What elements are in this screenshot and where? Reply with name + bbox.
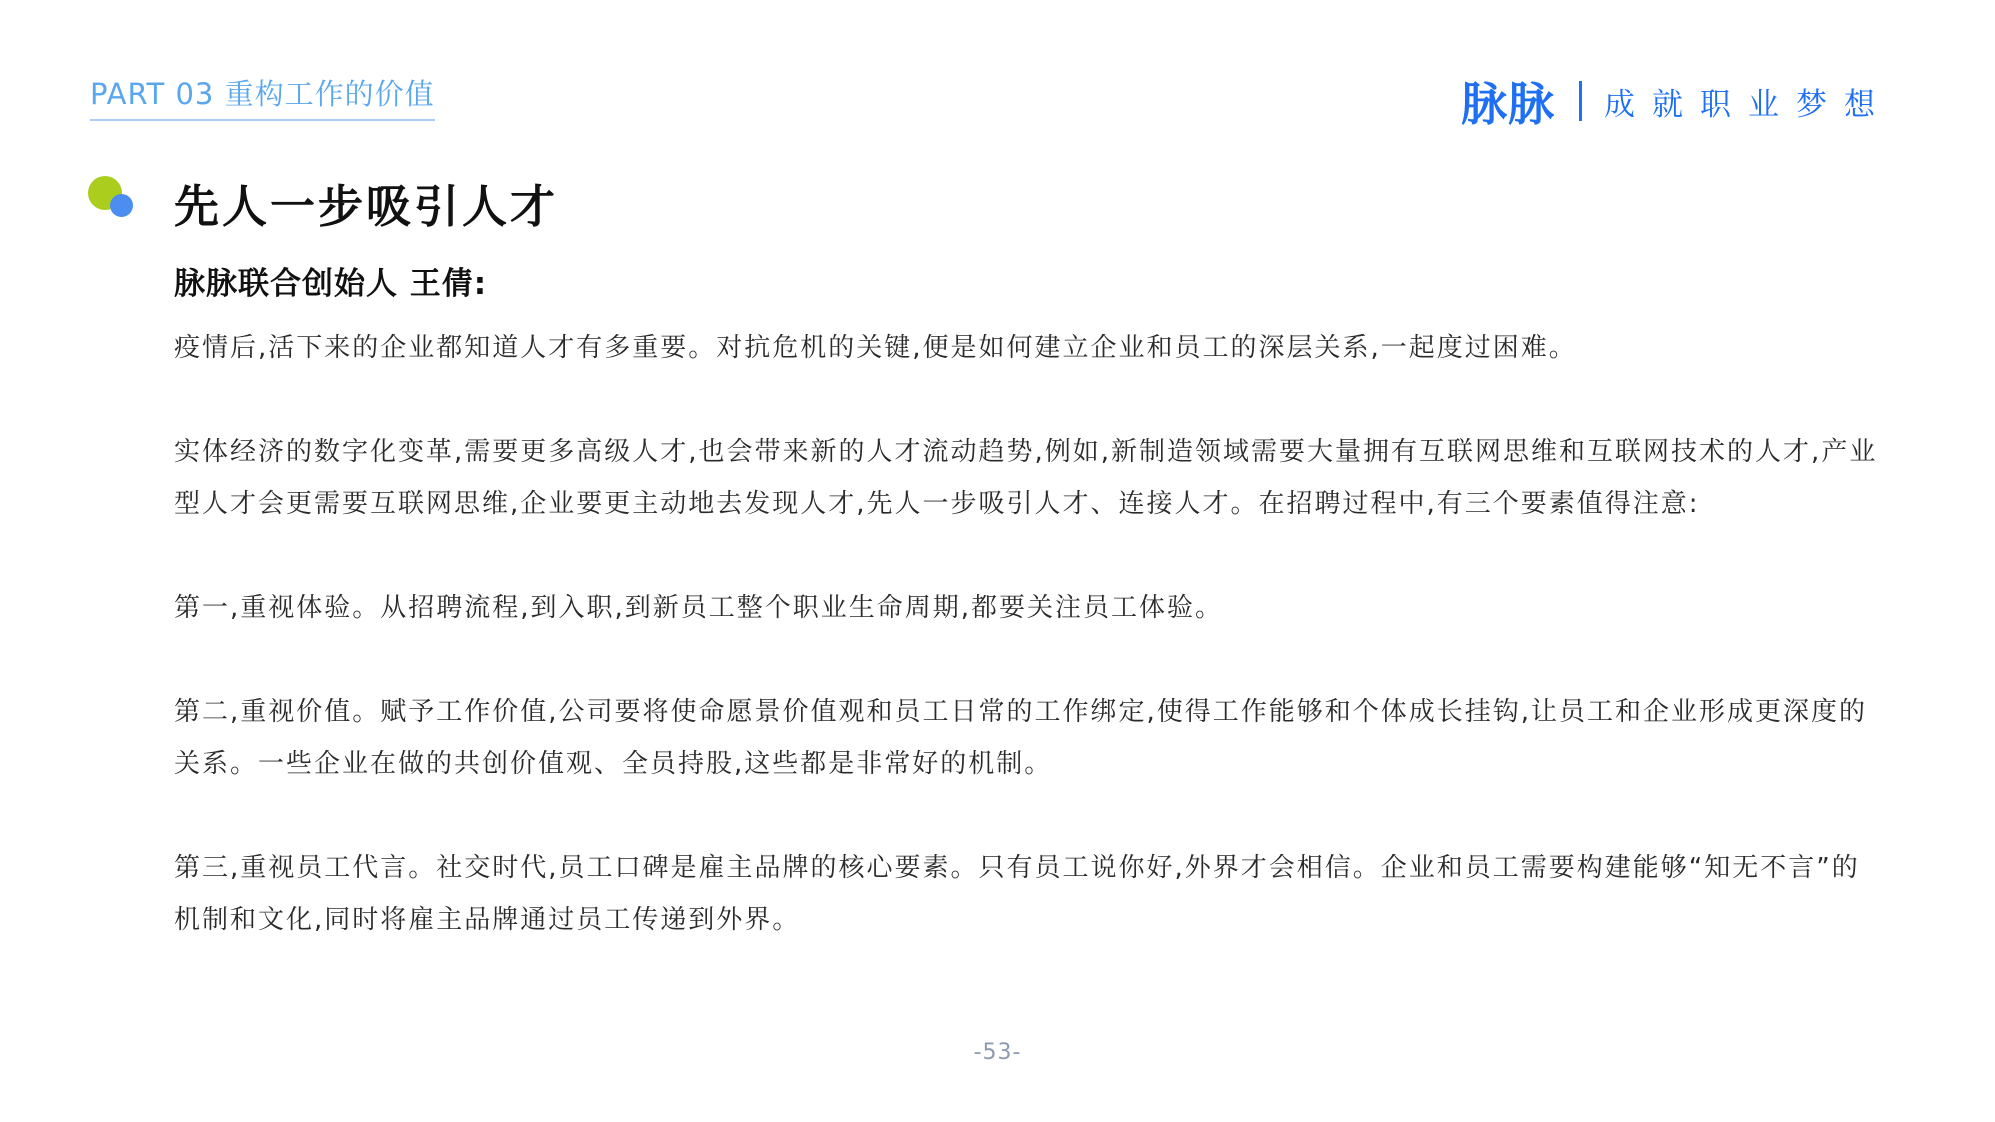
brand-divider <box>1579 81 1582 121</box>
paragraph-point-two: 第二,重视价值。赋予工作价值,公司要将使命愿景价值观和员工日常的工作绑定,使得工作能够和个体成长挂钩,让员工和企业形成更深度的关系。一些企业在做的共创价值观、全员持股,这些都是非常好的机制。 <box>174 697 1868 779</box>
paragraph-digital-transformation: 实体经济的数字化变革,需要更多高级人才,也会带来新的人才流动趋势,例如,新制造领域需要大量拥有互联网思维和互联网技术的人才,产业型人才会更需要互联网思维,企业要更主动地去发现人才,先人一步吸引人才、连接人才。在招聘过程中,有三个要素值得注意: <box>174 437 1878 519</box>
article-body <box>174 322 1882 946</box>
brand-header <box>1461 68 1892 134</box>
blue-dot-icon <box>110 194 133 217</box>
paragraph-point-three: 第三,重视员工代言。社交时代,员工口碑是雇主品牌的核心要素。只有员工说你好,外界才会相信。企业和员工需要构建能够“知无不言”的机制和文化,同时将雇主品牌通过员工传递到外界。 <box>174 853 1860 935</box>
page-number: -53- <box>973 1040 1022 1065</box>
brand-logo: 脉脉 <box>1461 77 1555 131</box>
brand-slogan: 成就职业梦想 <box>1604 86 1892 123</box>
paragraph-point-one: 第一,重视体验。从招聘流程,到入职,到新员工整个职业生命周期,都要关注员工体验。 <box>174 593 1224 623</box>
section-title: 先人一步吸引人才 <box>174 180 559 233</box>
section-bullet-icon <box>88 176 138 220</box>
paragraph-intro: 疫情后,活下来的企业都知道人才有多重要。对抗危机的关键,便是如何建立企业和员工的深层关系,一起度过困难。 <box>174 333 1577 363</box>
part-label: PART 03 重构工作的价值 <box>90 72 435 121</box>
speaker-label: 脉脉联合创始人 王倩: <box>174 266 488 302</box>
